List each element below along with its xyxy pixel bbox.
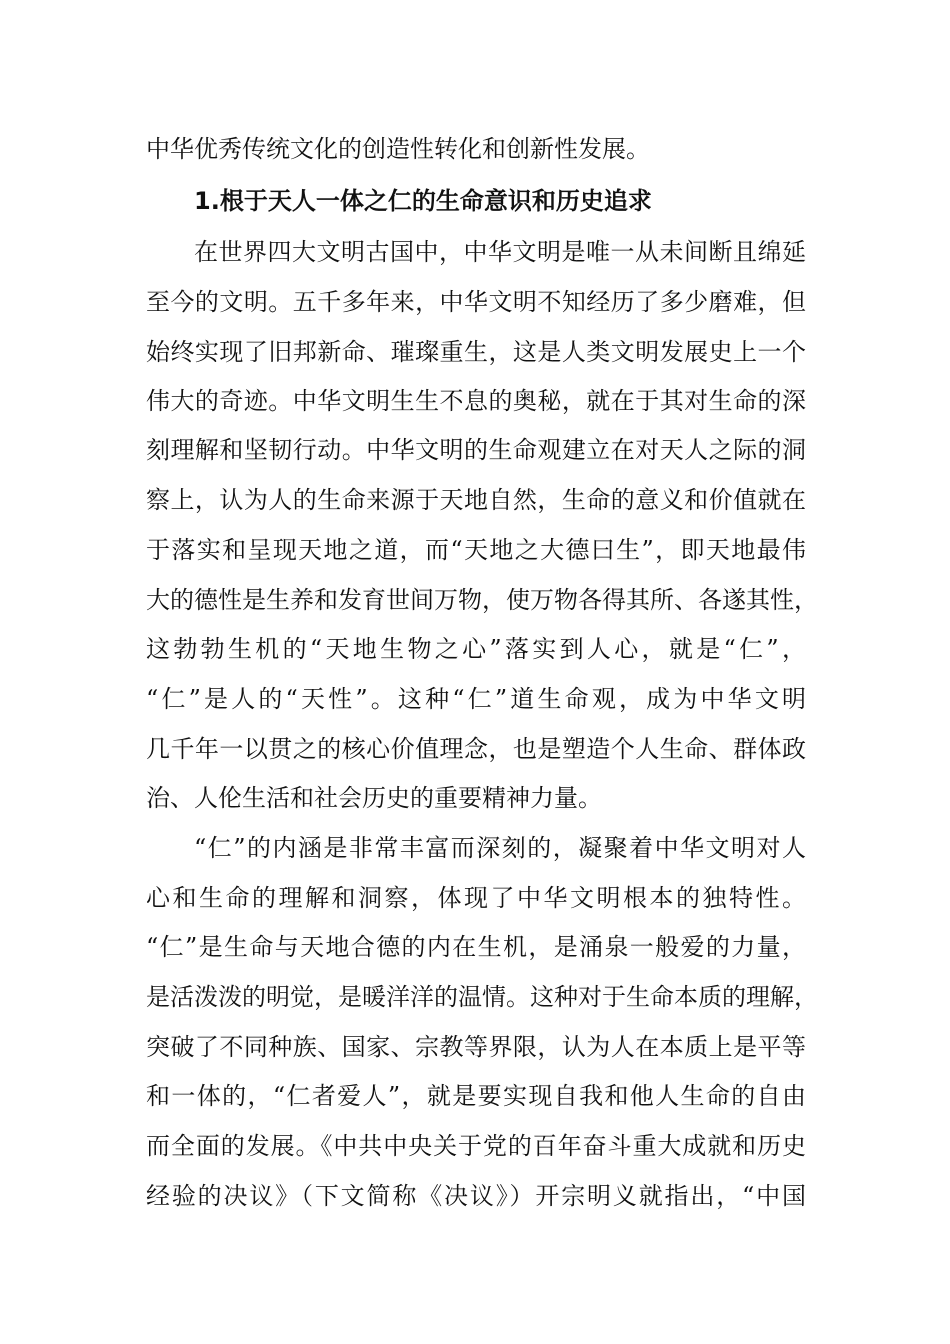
text-line: 是活泼泼的明觉，是暖洋洋的温情。这种对于生命本质的理解， xyxy=(146,983,818,1011)
text-line: 治、人伦生活和社会历史的重要精神力量。 xyxy=(146,784,602,812)
text-line: 心和生命的理解和洞察，体现了中华文明根本的独特性。 xyxy=(146,884,806,912)
text-line: “仁”是人的“天性”。这种“仁”道生命观，成为中华文明 xyxy=(146,685,806,713)
text-line: “仁”的内涵是非常丰富而深刻的，凝聚着中华文明对人 xyxy=(194,834,806,862)
text-line: 伟大的奇迹。中华文明生生不息的奥秘，就在于其对生命的深 xyxy=(146,387,806,415)
text-line: 这勃勃生机的“天地生物之心”落实到人心，就是“仁”， xyxy=(146,635,806,663)
text-line: 于落实和呈现天地之道，而“天地之大德曰生”，即天地最伟 xyxy=(146,536,806,564)
text-line: 刻理解和坚韧行动。中华文明的生命观建立在对天人之际的洞 xyxy=(146,436,806,464)
text-line: 几千年一以贯之的核心价值理念，也是塑造个人生命、群体政 xyxy=(146,735,806,763)
text-line: 在世界四大文明古国中，中华文明是唯一从未间断且绵延 xyxy=(194,238,806,266)
text-line: 大的德性是生养和发育世间万物，使万物各得其所、各遂其性， xyxy=(146,586,818,614)
text-line: 中华优秀传统文化的创造性转化和创新性发展。 xyxy=(146,135,650,163)
section-heading: 1.根于天人一体之仁的生命意识和历史追求 xyxy=(194,187,652,215)
text-line: 察上，认为人的生命来源于天地自然，生命的意义和价值就在 xyxy=(146,486,806,514)
text-line: “仁”是生命与天地合德的内在生机，是涌泉一般爱的力量， xyxy=(146,933,806,961)
text-line: 而全面的发展。《中共中央关于党的百年奋斗重大成就和历史 xyxy=(146,1132,806,1160)
text-line: 经验的决议》（下文简称《决议》）开宗明义就指出，“中国 xyxy=(146,1182,806,1210)
text-line: 和一体的，“仁者爱人”，就是要实现自我和他人生命的自由 xyxy=(146,1082,806,1110)
text-line: 始终实现了旧邦新命、璀璨重生，这是人类文明发展史上一个 xyxy=(146,338,806,366)
text-line: 突破了不同种族、国家、宗教等界限，认为人在本质上是平等 xyxy=(146,1033,806,1061)
text-line: 至今的文明。五千多年来，中华文明不知经历了多少磨难，但 xyxy=(146,288,806,316)
